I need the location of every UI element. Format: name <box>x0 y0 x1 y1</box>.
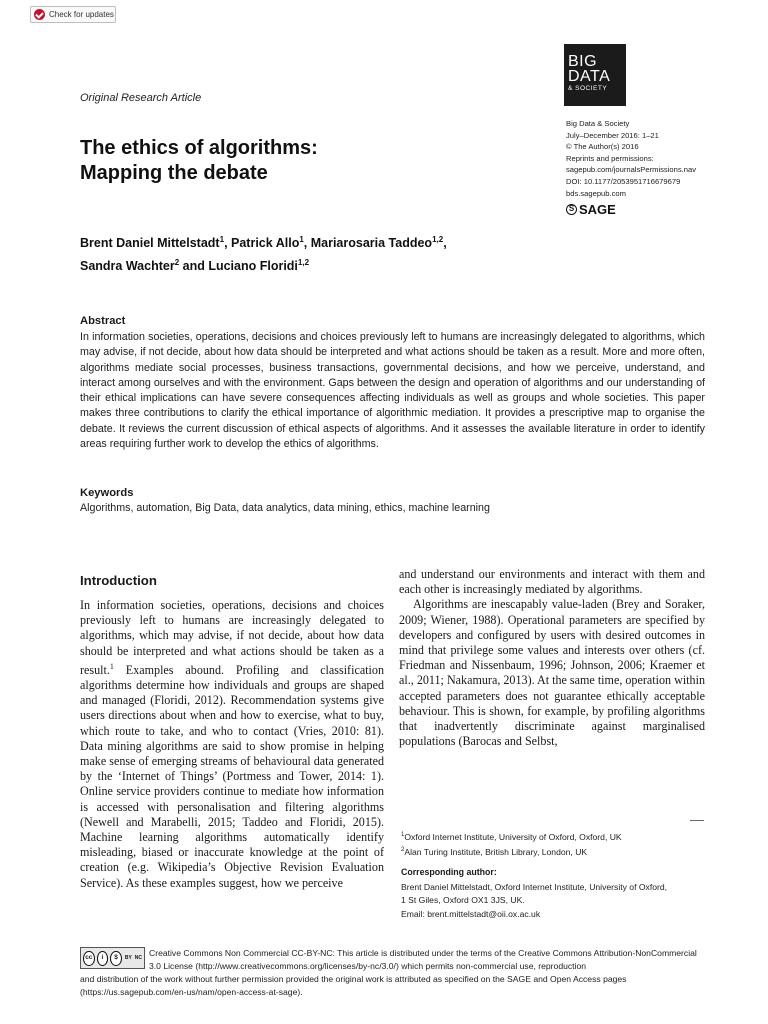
license-text: Creative Commons Non Commercial CC-BY-NC: This article is distributed under the terms of the Creative Commons Attribution-NonCommercial 3.0 License (http://www.creativecommons.org/licenses/by-nc/3.0/) which permits non-commercial use, reproduction <box>149 948 697 971</box>
author-affiliation: 1 <box>299 235 304 244</box>
body-column-right <box>399 567 705 749</box>
check-for-updates-label: Check for updates <box>49 10 114 19</box>
footnote-divider <box>690 820 704 821</box>
journal-issue: July–December 2016: 1–21 <box>566 130 659 140</box>
section-heading-introduction: Introduction <box>80 573 157 588</box>
cc-license-badge[interactable] <box>80 947 145 969</box>
corresponding-email[interactable]: Email: brent.mittelstadt@oii.ox.ac.uk <box>401 908 541 919</box>
journal-logo <box>564 44 626 106</box>
affiliations <box>401 829 622 859</box>
author-name: Luciano Floridi <box>208 259 298 274</box>
journal-name: Big Data & Society <box>566 119 630 128</box>
author-affiliation: 1 <box>219 235 225 244</box>
author-name: Patrick Allo <box>231 236 300 251</box>
paper-title <box>80 136 500 186</box>
corresponding-author-details: Brent Daniel Mittelstadt, Oxford Internet Institute, University of Oxford, 1 St Giles, Oxford OX1 3JS, UK. Email: brent.mittelstadt@oii.ox.ac.uk <box>401 881 706 921</box>
logo-line-data: DATA <box>568 68 611 85</box>
title-line-2: Mapping the debate <box>80 162 268 184</box>
permissions-link[interactable]: sagepub.com/journalsPermissions.nav <box>566 165 697 175</box>
cc-tag-by: BY <box>124 955 132 961</box>
keywords-heading: Keywords <box>80 487 134 499</box>
publisher-logo <box>566 202 616 217</box>
paragraph: and understand our environments and interact with them and each other is increasingly mediated by algorithms. <box>399 567 705 597</box>
check-updates-icon <box>34 9 45 20</box>
abstract-text: In information societies, operations, decisions and choices previously left to humans are increasingly delegated to algorithms, which may advise, if not decide, about how data should be interpreted and what actions should be taken as a result. More and more often, algorithms mediate social processes, business transactions, governmental decisions, and how we perceive, understand, and interact among ourselves and with the environment. Gaps between the design and operation of algorithms and our understanding of their ethical implications can have severe consequences affecting individuals as well as groups and whole societies. This paper makes three contributions to clarify the ethical importance of algorithmic mediation. It provides a prescriptive map to organise the debate. It reviews the current discussion of ethical aspects of algorithms. And it assesses the available literature in order to identify areas requiring further work to develop the ethics of algorithms. <box>80 331 705 451</box>
author-name: Mariarosaria Taddeo <box>310 236 433 251</box>
license-text-continued: and distribution of the work without further permission provided the original work is attributed as specified on the SAGE and Open Access pages (https://us.sagepub.com/en-us/nam/open-access-at-sage). <box>80 974 627 997</box>
check-for-updates-button[interactable] <box>30 6 116 23</box>
affiliation-item: $^2$Alan Turing Institute, British Library, London, UK <box>401 846 588 857</box>
article-type: Original Research Article <box>80 92 202 104</box>
cc-tag-nc: NC <box>134 955 143 961</box>
footnote-ref[interactable]: 1 <box>109 661 114 671</box>
sage-icon: S <box>566 204 577 215</box>
publisher-name: SAGE <box>579 202 616 217</box>
doi[interactable]: DOI: 10.1177/2053951716679679 <box>566 176 681 186</box>
noncommercial-icon: $ <box>110 951 122 966</box>
paragraph: In information societies, operations, decisions and choices previously left to humans are increasingly delegated to algorithms, which may advise, if not decide, about how data should be interpreted and what actions should be taken as a result.$^1$ Examples abound. Profiling and classification algorithms determine how individuals and groups are shaped and managed (Floridi, 2012). Recommendation systems give users directions about when and how to exercise, what to buy, which route to take, and who to contact (Vries, 2010: 81). Data mining algorithms are said to show promise in helping make sense of emerging streams of behavioural data generated by the ‘Internet of Things’ (Portmess and Tower, 2014: 1). Online service providers continue to mediate how information is accessed with personalisation and filtering algorithms (Newell and Marabelli, 2015; Taddeo and Floridi, 2015). Machine learning algorithms automatically identify misleading, biased or inaccurate knowledge at the point of creation (e.g. Wikipedia’s Objective Revision Evaluation Service). As these examples suggest, how we perceive <box>80 598 384 890</box>
logo-line-society: & SOCIETY <box>568 85 608 92</box>
attribution-icon: i <box>97 951 109 966</box>
reprints-label: Reprints and permissions: <box>566 153 654 163</box>
author-list: Brent Daniel Mittelstadt$^1$, Patrick Allo$^1$, Mariarosaria Taddeo$^{1,2}$, Sandra Wachter$^2$ and Luciano Floridi$^{1,2}$ <box>80 235 447 274</box>
abstract-heading: Abstract <box>80 315 126 327</box>
author-affiliation: 1,2 <box>297 258 310 268</box>
affiliation-item: $^1$Oxford Internet Institute, University of Oxford, Oxford, UK <box>401 831 622 842</box>
logo-line-big: BIG <box>568 53 598 70</box>
corresponding-author-heading: Corresponding author: <box>401 867 497 877</box>
cc-icon: cc <box>83 951 95 966</box>
author-name: Sandra Wachter <box>80 259 175 274</box>
author-affiliation: 2 <box>174 258 180 268</box>
journal-site-link[interactable]: bds.sagepub.com <box>566 188 626 198</box>
author-name: Brent Daniel Mittelstadt <box>80 236 220 251</box>
copyright: © The Author(s) 2016 <box>566 142 639 152</box>
paragraph: Algorithms are inescapably value-laden (Brey and Soraker, 2009; Wiener, 1988). Operational parameters are specified by developers and configured by users with desired outcomes in mind that privilege some values and interests over others (cf. Friedman and Nissenbaum, 1996; Johnson, 2006; Kraemer et al., 2011; Nakamura, 2013). At the same time, operation within accepted parameters does not guarantee ethically acceptable behaviour. This is shown, for example, by profiling algorithms that inadvertently discriminate against marginalised populations (Barocas and Selbst, <box>399 597 705 749</box>
journal-meta <box>566 118 696 199</box>
title-line-1: The ethics of algorithms: <box>80 137 318 159</box>
author-affiliation: 1,2 <box>432 235 444 244</box>
keywords-text: Algorithms, automation, Big Data, data analytics, data mining, ethics, machine learning <box>80 502 490 514</box>
body-column-left <box>80 598 384 891</box>
